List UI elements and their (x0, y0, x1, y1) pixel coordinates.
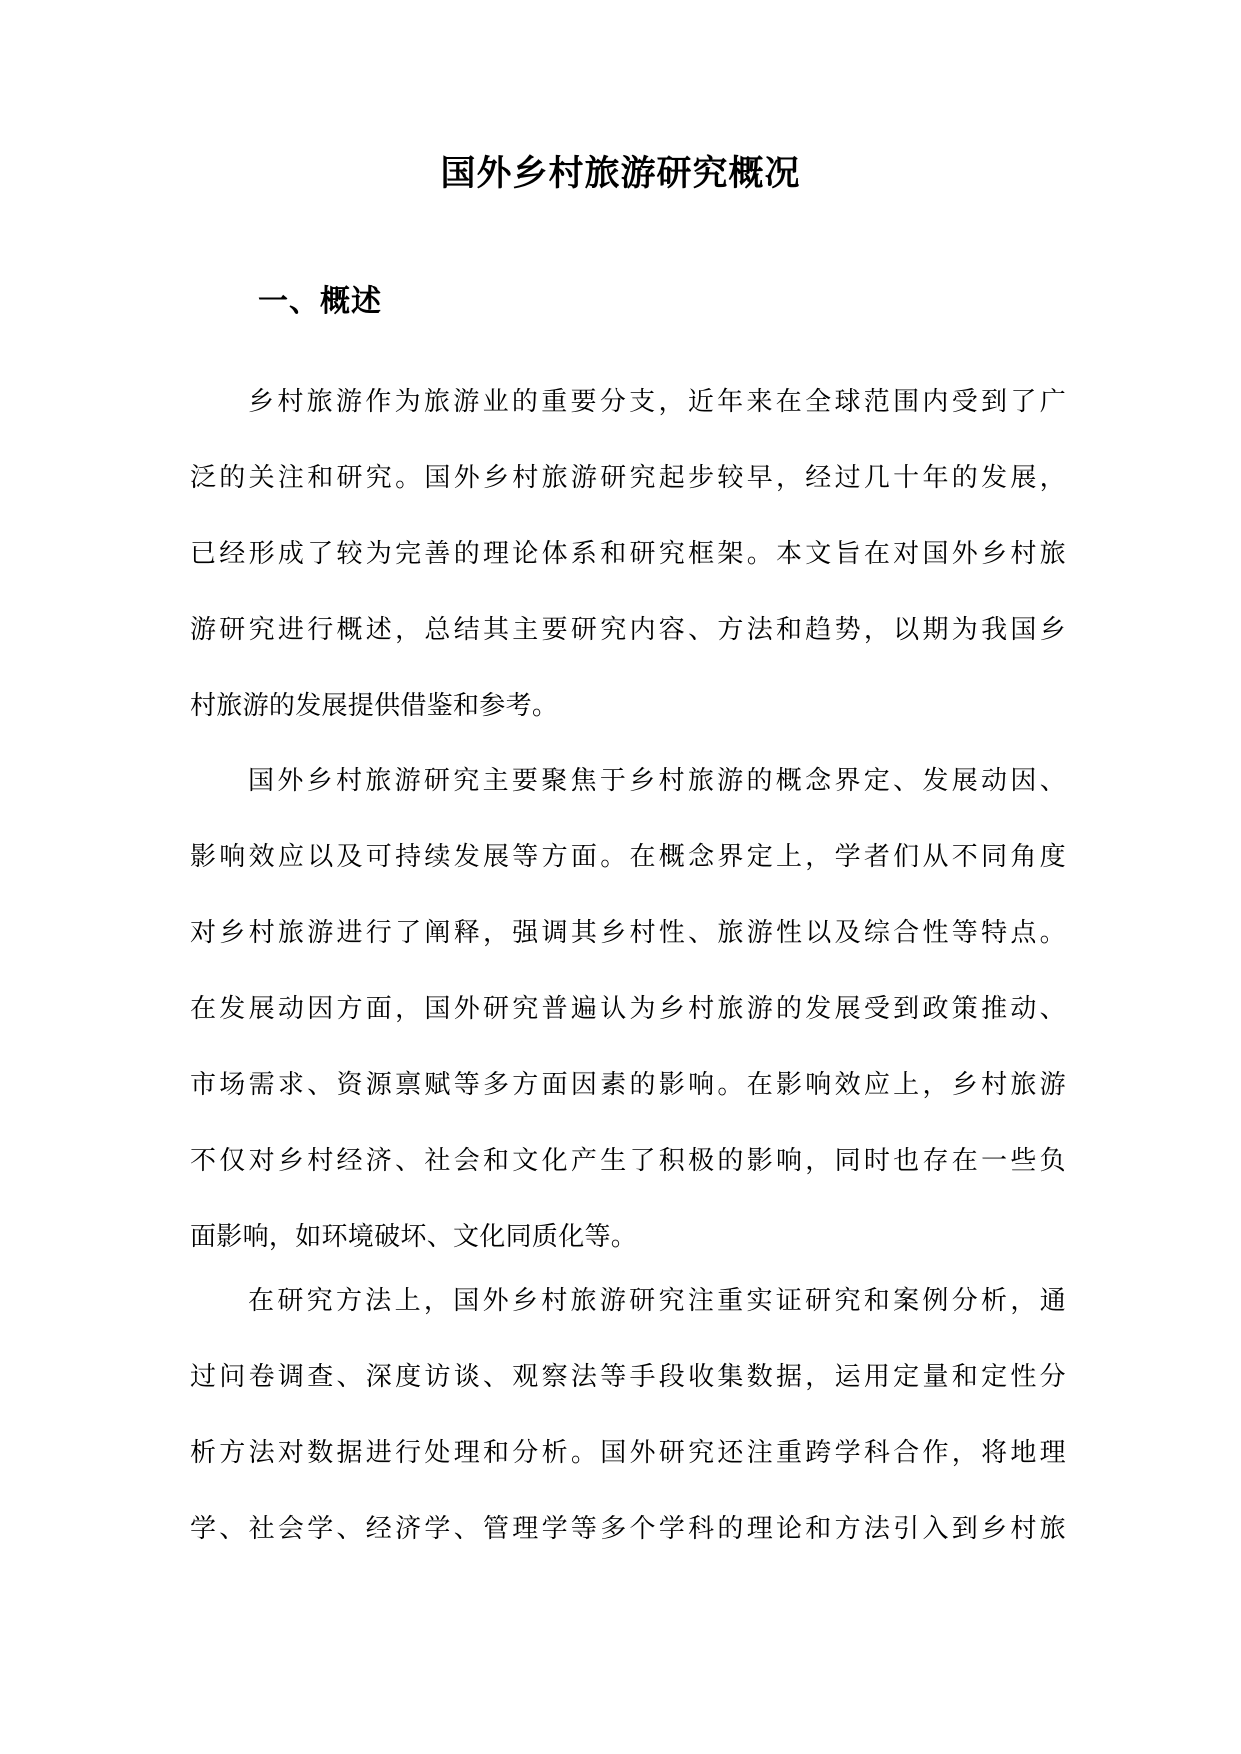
paragraph-line: 乡村旅游作为旅游业的重要分支，近年来在全球范围内受到了广 (248, 387, 1066, 417)
document-title: 国外乡村旅游研究概况 (440, 153, 801, 194)
paragraph-3 (190, 1263, 1066, 1567)
paragraph-line: 在研究方法上，国外乡村旅游研究注重实证研究和案例分析，通 (248, 1286, 1066, 1316)
paragraph-line: 过问卷调查、深度访谈、观察法等手段收集数据，运用定量和定性分 (190, 1362, 1066, 1392)
section-heading: 一、概述 (258, 284, 382, 319)
paragraph-line: 国外乡村旅游研究主要聚焦于乡村旅游的概念界定、发展动因、 (248, 766, 1066, 796)
paragraph-1 (190, 364, 1066, 744)
paragraph-line: 析方法对数据进行处理和分析。国外研究还注重跨学科合作，将地理 (190, 1438, 1066, 1468)
paragraph-2 (190, 743, 1066, 1275)
paragraph-line: 不仅对乡村经济、社会和文化产生了积极的影响，同时也存在一些负 (190, 1146, 1066, 1176)
paragraph-line: 对乡村旅游进行了阐释，强调其乡村性、旅游性以及综合性等特点。 (190, 918, 1066, 948)
paragraph-line: 市场需求、资源禀赋等多方面因素的影响。在影响效应上，乡村旅游 (190, 1070, 1066, 1100)
paragraph-line: 影响效应以及可持续发展等方面。在概念界定上，学者们从不同角度 (190, 842, 1066, 872)
paragraph-line: 在发展动因方面，国外研究普遍认为乡村旅游的发展受到政策推动、 (190, 994, 1066, 1024)
paragraph-line: 学、社会学、经济学、管理学等多个学科的理论和方法引入到乡村旅 (190, 1514, 1066, 1544)
paragraph-line: 面影响，如环境破坏、文化同质化等。 (190, 1222, 638, 1252)
paragraph-line: 已经形成了较为完善的理论体系和研究框架。本文旨在对国外乡村旅 (190, 539, 1066, 569)
paragraph-line: 村旅游的发展提供借鉴和参考。 (190, 691, 559, 721)
paragraph-line: 泛的关注和研究。国外乡村旅游研究起步较早，经过几十年的发展， (190, 463, 1066, 493)
paragraph-line: 游研究进行概述，总结其主要研究内容、方法和趋势，以期为我国乡 (190, 615, 1066, 645)
